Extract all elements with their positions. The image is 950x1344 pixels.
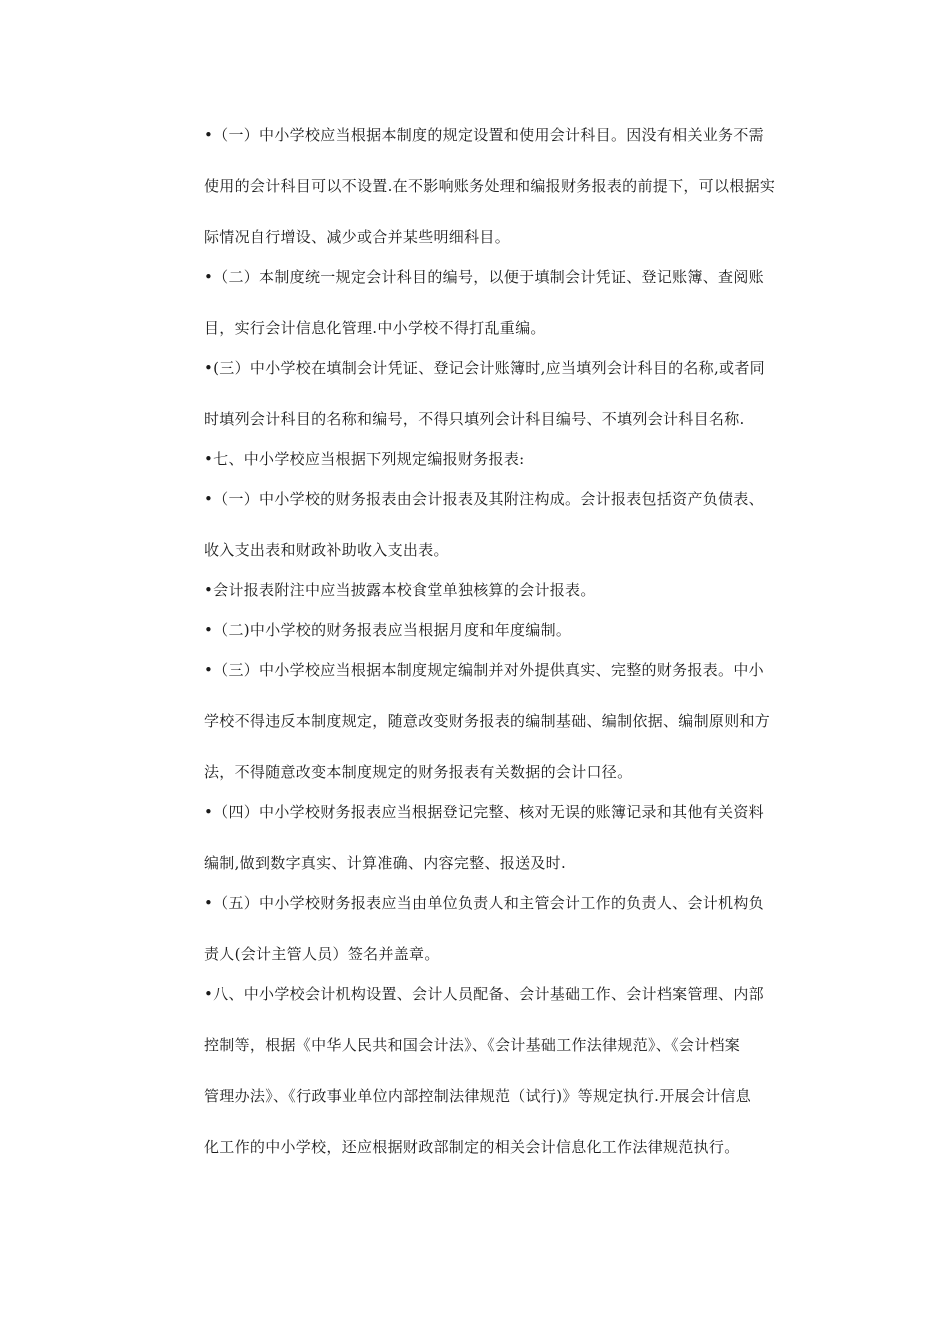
paragraph-line: 化工作的中小学校，还应根据财政部制定的相关会计信息化工作法律规范执行。 xyxy=(204,1138,740,1156)
paragraph-line: •（四）中小学校财务报表应当根据登记完整、核对无误的账簿记录和其他有关资料 xyxy=(204,803,764,821)
paragraph-line: 法，不得随意改变本制度规定的财务报表有关数据的会计口径。 xyxy=(204,763,633,781)
paragraph-line: •（一）中小学校应当根据本制度的规定设置和使用会计科目。因没有相关业务不需 xyxy=(204,126,764,144)
paragraph-line: 编制,做到数字真实、计算准确、内容完整、报送及时. xyxy=(204,854,567,872)
paragraph-line: 时填列会计科目的名称和编号，不得只填列会计科目编号、不填列会计科目名称. xyxy=(204,410,745,428)
paragraph-line: 际情况自行增设、减少或合并某些明细科目。 xyxy=(204,228,511,246)
paragraph-line: •七、中小学校应当根据下列规定编报财务报表: xyxy=(204,450,525,468)
paragraph-line: 管理办法》、《行政事业单位内部控制法律规范（试行)》等规定执行.开展会计信息 xyxy=(204,1087,752,1105)
paragraph-line: •（一）中小学校的财务报表由会计报表及其附注构成。会计报表包括资产负债表、 xyxy=(204,490,764,508)
paragraph-line: •会计报表附注中应当披露本校食堂单独核算的会计报表。 xyxy=(204,581,596,599)
paragraph-line: •（二)中小学校的财务报表应当根据月度和年度编制。 xyxy=(204,621,572,639)
paragraph-line: 控制等，根据《中华人民共和国会计法》、《会计基础工作法律规范》、《会计档案 xyxy=(204,1036,741,1054)
paragraph-line: 收入支出表和财政补助收入支出表。 xyxy=(204,541,449,559)
paragraph-line: 目，实行会计信息化管理.中小学校不得打乱重编。 xyxy=(204,319,546,337)
paragraph-line: 使用的会计科目可以不设置.在不影响账务处理和编报财务报表的前提下，可以根据实 xyxy=(204,177,776,195)
paragraph-line: •（二）本制度统一规定会计科目的编号，以便于填制会计凭证、登记账簿、查阅账 xyxy=(204,268,764,286)
paragraph-line: •八、中小学校会计机构设置、会计人员配备、会计基础工作、会计档案管理、内部 xyxy=(204,985,764,1003)
paragraph-line: •（五）中小学校财务报表应当由单位负责人和主管会计工作的负责人、会计机构负 xyxy=(204,894,764,912)
paragraph-line: 学校不得违反本制度规定，随意改变财务报表的编制基础、编制依据、编制原则和方 xyxy=(204,712,771,730)
paragraph-line: 责人(会计主管人员）签名并盖章。 xyxy=(204,945,440,963)
paragraph-line: •(三）中小学校在填制会计凭证、登记会计账簿时,应当填列会计科目的名称,或者同 xyxy=(204,359,765,377)
paragraph-line: •（三）中小学校应当根据本制度规定编制并对外提供真实、完整的财务报表。中小 xyxy=(204,661,764,679)
